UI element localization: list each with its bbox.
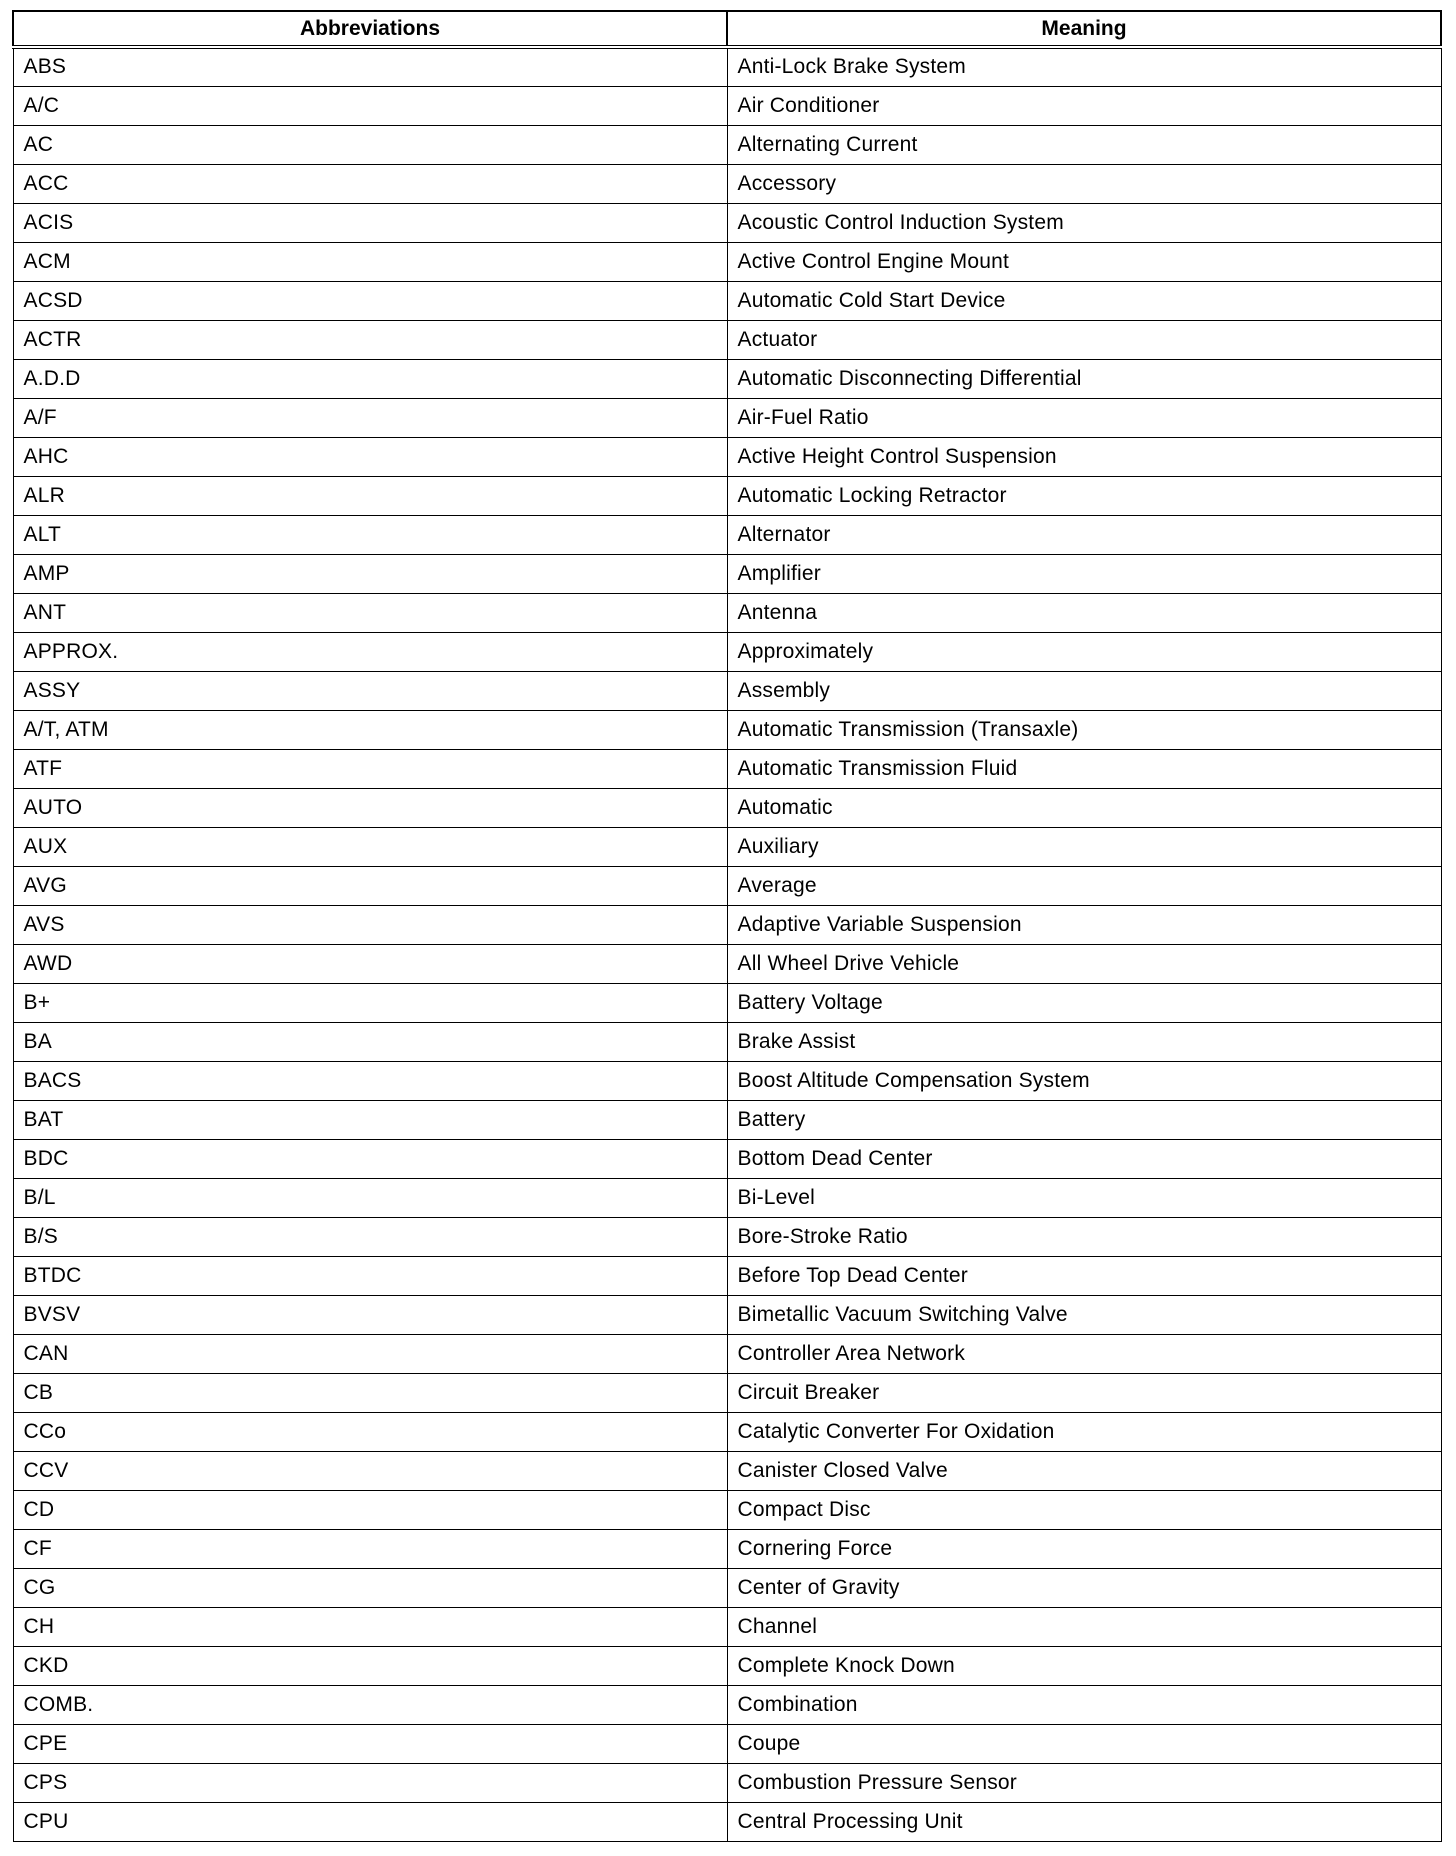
meaning-cell: Average <box>727 866 1441 905</box>
meaning-cell: Approximately <box>727 632 1441 671</box>
abbreviation-cell: A/C <box>13 86 727 125</box>
table-row <box>13 1373 1441 1412</box>
abbreviation-cell: AC <box>13 125 727 164</box>
table-row <box>13 203 1441 242</box>
abbreviation-cell: CD <box>13 1490 727 1529</box>
table-row <box>13 86 1441 125</box>
meaning-cell: Automatic Disconnecting Differential <box>727 359 1441 398</box>
abbreviation-cell: ACIS <box>13 203 727 242</box>
meaning-cell: Before Top Dead Center <box>727 1256 1441 1295</box>
table-header <box>13 11 1441 47</box>
table-row <box>13 1334 1441 1373</box>
abbreviation-cell: CCV <box>13 1451 727 1490</box>
abbreviation-cell: CPE <box>13 1724 727 1763</box>
meaning-cell: Circuit Breaker <box>727 1373 1441 1412</box>
abbreviation-cell: CB <box>13 1373 727 1412</box>
table-row <box>13 242 1441 281</box>
meaning-cell: Cornering Force <box>727 1529 1441 1568</box>
table-row <box>13 788 1441 827</box>
meaning-cell: Air-Fuel Ratio <box>727 398 1441 437</box>
table-row <box>13 593 1441 632</box>
meaning-cell: Catalytic Converter For Oxidation <box>727 1412 1441 1451</box>
meaning-cell: Automatic <box>727 788 1441 827</box>
abbreviations-table <box>12 10 1442 1842</box>
meaning-cell: Brake Assist <box>727 1022 1441 1061</box>
abbreviation-cell: A/T, ATM <box>13 710 727 749</box>
table-row <box>13 671 1441 710</box>
meaning-cell: Acoustic Control Induction System <box>727 203 1441 242</box>
table-row <box>13 359 1441 398</box>
table-row <box>13 1529 1441 1568</box>
abbreviation-cell: APPROX. <box>13 632 727 671</box>
meaning-cell: Automatic Cold Start Device <box>727 281 1441 320</box>
table-row <box>13 1178 1441 1217</box>
abbreviation-cell: ATF <box>13 749 727 788</box>
meaning-cell: Anti-Lock Brake System <box>727 47 1441 86</box>
table-row <box>13 866 1441 905</box>
table-row <box>13 1217 1441 1256</box>
header-row <box>13 11 1441 47</box>
abbreviations-table-container <box>12 10 1440 1842</box>
table-row <box>13 827 1441 866</box>
meaning-cell: Automatic Transmission Fluid <box>727 749 1441 788</box>
table-body <box>13 47 1441 1841</box>
abbreviation-cell: ALR <box>13 476 727 515</box>
meaning-cell: Compact Disc <box>727 1490 1441 1529</box>
meaning-cell: Alternating Current <box>727 125 1441 164</box>
abbreviation-cell: ACM <box>13 242 727 281</box>
abbreviation-cell: ASSY <box>13 671 727 710</box>
meaning-cell: Bore-Stroke Ratio <box>727 1217 1441 1256</box>
header-meaning: Meaning <box>727 11 1441 47</box>
abbreviation-cell: CKD <box>13 1646 727 1685</box>
meaning-cell: Amplifier <box>727 554 1441 593</box>
abbreviation-cell: AHC <box>13 437 727 476</box>
table-row <box>13 1100 1441 1139</box>
meaning-cell: Antenna <box>727 593 1441 632</box>
meaning-cell: Alternator <box>727 515 1441 554</box>
table-row <box>13 749 1441 788</box>
table-row <box>13 1685 1441 1724</box>
abbreviation-cell: ABS <box>13 47 727 86</box>
table-row <box>13 1490 1441 1529</box>
abbreviation-cell: A/F <box>13 398 727 437</box>
abbreviation-cell: CF <box>13 1529 727 1568</box>
meaning-cell: Bottom Dead Center <box>727 1139 1441 1178</box>
abbreviation-cell: ALT <box>13 515 727 554</box>
abbreviation-cell: COMB. <box>13 1685 727 1724</box>
table-row <box>13 281 1441 320</box>
meaning-cell: Center of Gravity <box>727 1568 1441 1607</box>
abbreviation-cell: CAN <box>13 1334 727 1373</box>
abbreviation-cell: CCo <box>13 1412 727 1451</box>
table-row <box>13 1022 1441 1061</box>
meaning-cell: Active Control Engine Mount <box>727 242 1441 281</box>
abbreviation-cell: AUTO <box>13 788 727 827</box>
abbreviation-cell: B+ <box>13 983 727 1022</box>
meaning-cell: Canister Closed Valve <box>727 1451 1441 1490</box>
meaning-cell: Accessory <box>727 164 1441 203</box>
meaning-cell: Channel <box>727 1607 1441 1646</box>
table-row <box>13 1607 1441 1646</box>
abbreviation-cell: AUX <box>13 827 727 866</box>
table-row <box>13 1256 1441 1295</box>
table-row <box>13 515 1441 554</box>
meaning-cell: Assembly <box>727 671 1441 710</box>
abbreviation-cell: CH <box>13 1607 727 1646</box>
table-row <box>13 1646 1441 1685</box>
meaning-cell: Coupe <box>727 1724 1441 1763</box>
abbreviation-cell: B/L <box>13 1178 727 1217</box>
table-row <box>13 1724 1441 1763</box>
meaning-cell: All Wheel Drive Vehicle <box>727 944 1441 983</box>
table-row <box>13 1568 1441 1607</box>
abbreviation-cell: CPU <box>13 1802 727 1841</box>
table-row <box>13 125 1441 164</box>
header-abbreviations: Abbreviations <box>13 11 727 47</box>
abbreviation-cell: AVS <box>13 905 727 944</box>
abbreviation-cell: BACS <box>13 1061 727 1100</box>
table-row <box>13 1802 1441 1841</box>
table-row <box>13 1061 1441 1100</box>
table-row <box>13 1763 1441 1802</box>
table-row <box>13 47 1441 86</box>
meaning-cell: Combustion Pressure Sensor <box>727 1763 1441 1802</box>
abbreviation-cell: BVSV <box>13 1295 727 1334</box>
table-row <box>13 320 1441 359</box>
abbreviation-cell: BA <box>13 1022 727 1061</box>
table-row <box>13 437 1441 476</box>
abbreviation-cell: CPS <box>13 1763 727 1802</box>
abbreviation-cell: BDC <box>13 1139 727 1178</box>
table-row <box>13 554 1441 593</box>
meaning-cell: Automatic Transmission (Transaxle) <box>727 710 1441 749</box>
abbreviation-cell: AMP <box>13 554 727 593</box>
table-row <box>13 398 1441 437</box>
abbreviation-cell: A.D.D <box>13 359 727 398</box>
meaning-cell: Air Conditioner <box>727 86 1441 125</box>
table-row <box>13 1295 1441 1334</box>
abbreviation-cell: ACC <box>13 164 727 203</box>
meaning-cell: Battery Voltage <box>727 983 1441 1022</box>
meaning-cell: Complete Knock Down <box>727 1646 1441 1685</box>
abbreviation-cell: ACTR <box>13 320 727 359</box>
table-row <box>13 1451 1441 1490</box>
table-row <box>13 944 1441 983</box>
abbreviation-cell: ANT <box>13 593 727 632</box>
meaning-cell: Active Height Control Suspension <box>727 437 1441 476</box>
table-row <box>13 632 1441 671</box>
meaning-cell: Boost Altitude Compensation System <box>727 1061 1441 1100</box>
table-row <box>13 1139 1441 1178</box>
meaning-cell: Bimetallic Vacuum Switching Valve <box>727 1295 1441 1334</box>
meaning-cell: Bi-Level <box>727 1178 1441 1217</box>
meaning-cell: Central Processing Unit <box>727 1802 1441 1841</box>
table-row <box>13 905 1441 944</box>
meaning-cell: Adaptive Variable Suspension <box>727 905 1441 944</box>
table-row <box>13 1412 1441 1451</box>
meaning-cell: Auxiliary <box>727 827 1441 866</box>
meaning-cell: Actuator <box>727 320 1441 359</box>
abbreviation-cell: BAT <box>13 1100 727 1139</box>
meaning-cell: Automatic Locking Retractor <box>727 476 1441 515</box>
abbreviation-cell: BTDC <box>13 1256 727 1295</box>
meaning-cell: Combination <box>727 1685 1441 1724</box>
meaning-cell: Battery <box>727 1100 1441 1139</box>
table-row <box>13 983 1441 1022</box>
table-row <box>13 164 1441 203</box>
table-row <box>13 710 1441 749</box>
abbreviation-cell: AWD <box>13 944 727 983</box>
abbreviation-cell: CG <box>13 1568 727 1607</box>
abbreviation-cell: AVG <box>13 866 727 905</box>
abbreviation-cell: B/S <box>13 1217 727 1256</box>
meaning-cell: Controller Area Network <box>727 1334 1441 1373</box>
abbreviation-cell: ACSD <box>13 281 727 320</box>
table-row <box>13 476 1441 515</box>
